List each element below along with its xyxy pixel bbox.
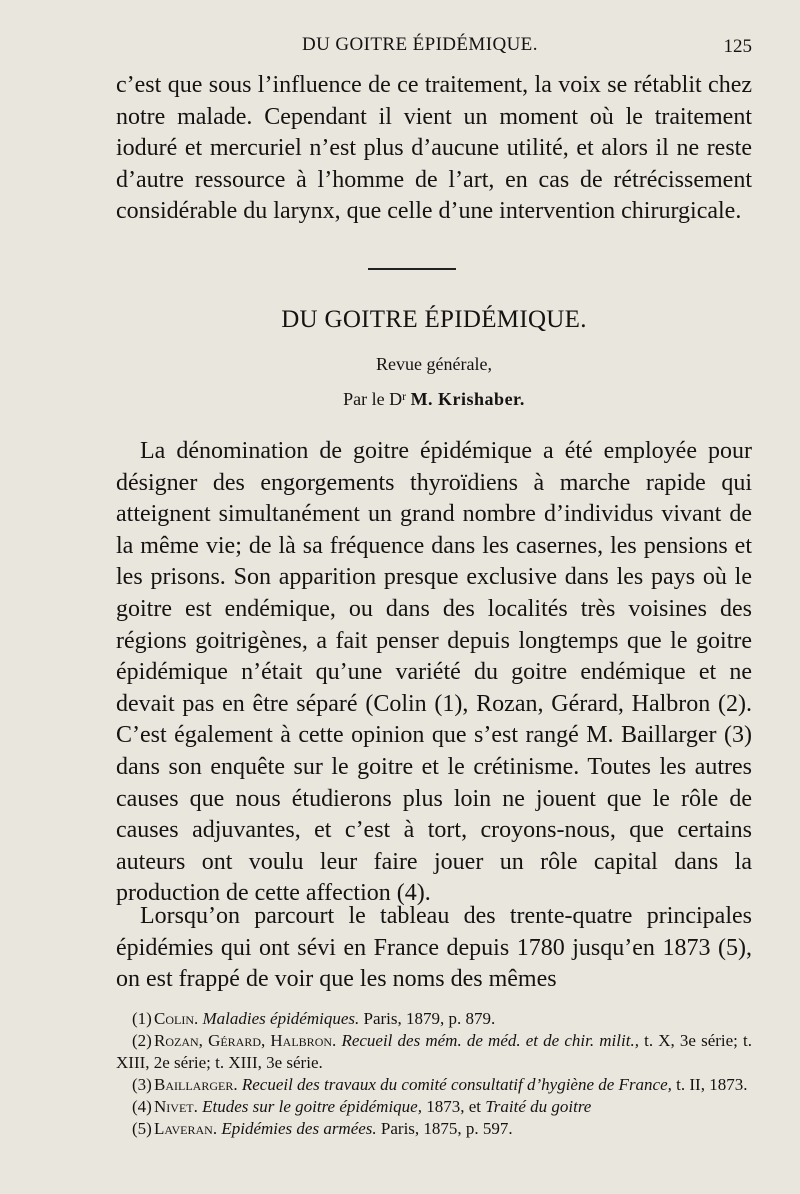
footnote-details: 1873, et <box>426 1097 481 1116</box>
footnote-title: Recueil des travaux du comité consultatif d’hygiène de France, <box>241 1075 672 1094</box>
footnote-title: Recueil des mém. de méd. et de chir. milit., <box>341 1031 639 1050</box>
article-subtitle: Revue générale, <box>376 354 492 374</box>
footnote-number: (5) <box>132 1119 152 1138</box>
footnote-number: (4) <box>132 1097 152 1116</box>
footnote-title: Epidémies des armées. <box>221 1119 377 1138</box>
footnotes <box>116 1008 752 1140</box>
footnote-details: t. X, 3e série; t. XIII, 2e série; t. XIII, 3e série. <box>116 1031 753 1072</box>
author-name: M. Krishaber. <box>410 389 525 409</box>
footnote-number: (1) <box>132 1009 152 1028</box>
footnote-1 <box>116 1008 752 1030</box>
footnote-author: Nivet. <box>154 1097 198 1116</box>
footnote-author: Laveran. <box>154 1119 218 1138</box>
footnote-number: (3) <box>132 1075 152 1094</box>
footnote-3 <box>116 1074 752 1096</box>
footnote-details: t. II, 1873. <box>676 1075 748 1094</box>
article-title: DU GOITRE ÉPIDÉMIQUE. <box>281 306 587 333</box>
footnote-title: Etudes sur le goitre épidémique, <box>202 1097 422 1116</box>
footnote-number: (2) <box>132 1031 152 1050</box>
footnote-details: Paris, 1875, p. 597. <box>380 1119 513 1138</box>
footnote-5 <box>116 1118 752 1140</box>
byline-superscript: r <box>402 389 407 403</box>
footnote-author: Colin. <box>154 1009 199 1028</box>
running-head <box>116 34 752 64</box>
byline-prefix: Par le D <box>343 389 403 409</box>
running-head-title: DU GOITRE ÉPIDÉMIQUE. <box>302 34 538 55</box>
paragraph-epidemics: Lorsqu’on parcourt le tableau des trente-quatre principales épidémies qui ont sévi en France depuis 1780 jusqu’en 1873 (5), on est frappé de voir que les noms des mêmes <box>116 903 752 993</box>
footnote-author: Baillarger. <box>154 1075 238 1094</box>
footnote-title: Maladies épidémiques. <box>202 1009 360 1028</box>
page-number: 125 <box>723 36 752 57</box>
footnote-2 <box>116 1030 752 1074</box>
footnote-4 <box>116 1096 752 1118</box>
footnote-details: Paris, 1879, p. 879. <box>363 1009 496 1028</box>
footnote-author: Rozan, Gérard, Halbron. <box>154 1031 337 1050</box>
byline <box>116 389 752 410</box>
paragraph-continuation: c’est que sous l’influence de ce traitement, la voix se rétablit chez notre malade. Cependant il vient un moment où le traitement ioduré et mercuriel n’est plus d’aucune utilité, et alors il ne reste d’autre ressource à l’homme de l’art, en cas de rétrécissement considérable du larynx, que celle d’une intervention chirurgicale. <box>116 72 752 225</box>
footnote-title-2: Traité du goitre <box>485 1097 592 1116</box>
section-divider <box>368 268 456 270</box>
paragraph-intro: La dénomination de goitre épidémique a été employée pour désigner des engorgements thyroïdiens à marche rapide qui atteignent simultanément un grand nombre d’individus vivant de la même vie; de là sa fréquence dans les casernes, les pensions et les prisons. Son apparition presque exclusive dans les pays où le goitre est endémique, ou dans des localités très voisines des régions goitrigènes, a fait penser depuis longtemps que le goitre épidémique n’était qu’une variété du goitre endémique et ne devait pas en être séparé (Colin (1), Rozan, Gérard, Halbron (2). C’est également à cette opinion que s’est rangé M. Baillarger (3) dans son enquête sur le goitre et le crétinisme. Toutes les autres causes que nous étudierons plus loin ne jouent que le rôle de causes adjuvantes, et c’est à tort, croyons-nous, que certains auteurs ont voulu leur faire jouer un rôle capital dans la production de cette affection (4). <box>116 438 752 907</box>
